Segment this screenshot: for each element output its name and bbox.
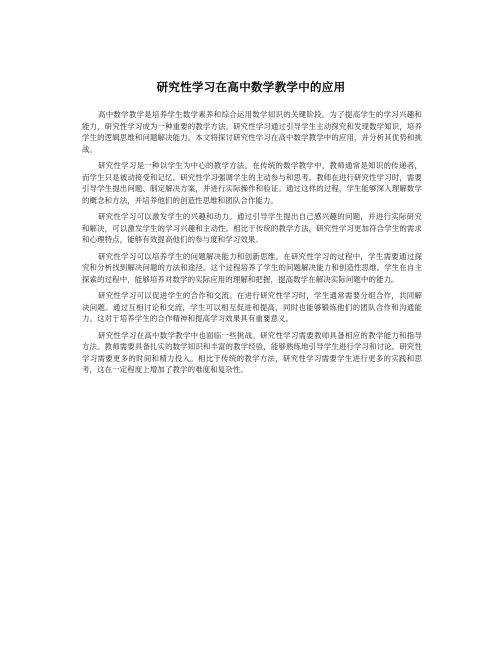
paragraph-intro: 高中数学教学是培养学生数学素养和综合运用数学知识的关键阶段。为了提高学生的学习兴趣和能力，研究性学习成为一种重要的教学方法。研究性学习通过引导学生主动探究和发现数学知识，培养学生的逻辑思维和问题解决能力。本文将探讨研究性学习在高中数学教学中的应用，并分析其优势和挑战。 — [82, 110, 422, 154]
paragraph-problem-solving: 研究性学习可以培养学生的问题解决能力和创新思维。在研究性学习的过程中，学生需要通过探究和分析找到解决问题的方法和途径。这个过程培养了学生的问题解决能力和创造性思维。学生在自主探索的过程中，能够培养对数学的实际应用的理解和把握，提高数学在解决实际问题中的能力。 — [82, 251, 422, 284]
paragraph-cooperation: 研究性学习可以促进学生的合作和交流。在进行研究性学习时，学生通常需要分组合作，共同解决问题。通过互相讨论和交流，学生可以相互促进和提高，同时也能够锻炼他们的团队合作和沟通能力。这对于培养学生的合作精神和提高学习效果具有重要意义。 — [82, 291, 422, 323]
paragraph-challenges: 研究性学习在高中数学教学中也面临一些挑战。研究性学习需要教师具备相应的教学能力和指导方法。教师需要具备扎实的数学知识和丰富的教学经验，能够熟练地引导学生进行学习和讨论。研究性学习需要更多的时间和精力投入。相比于传统的教学方法，研究性学习需要学生进行更多的实践和思考，这在一定程度上增加了教学的难度和复杂性。 — [82, 330, 422, 374]
paragraph-student-centered: 研究性学习是一种以学生为中心的教学方法。在传统的数学教学中，教师通常是知识的传递者，而学生只是被动接受和记忆。研究性学习强调学生的主动参与和思考。教师在进行研究性学习时，需要引导学生提出问题、制定解决方案，并进行实际操作和验证。通过这样的过程，学生能够深入理解数学的概念和方法，并培养他们的创造性思维和团队合作能力。 — [82, 161, 422, 205]
document-title: 研究性学习在高中数学教学中的应用 — [156, 80, 346, 94]
paragraph-interest: 研究性学习可以激发学生的兴趣和动力。通过引导学生提出自己感兴趣的问题，并进行实际研究和解决，可以激发学生的学习兴趣和主动性。相比于传统的教学方法，研究性学习更加符合学生的需求和心理特点，能够有效提高他们的参与度和学习效果。 — [82, 212, 422, 244]
document-body — [82, 109, 422, 381]
